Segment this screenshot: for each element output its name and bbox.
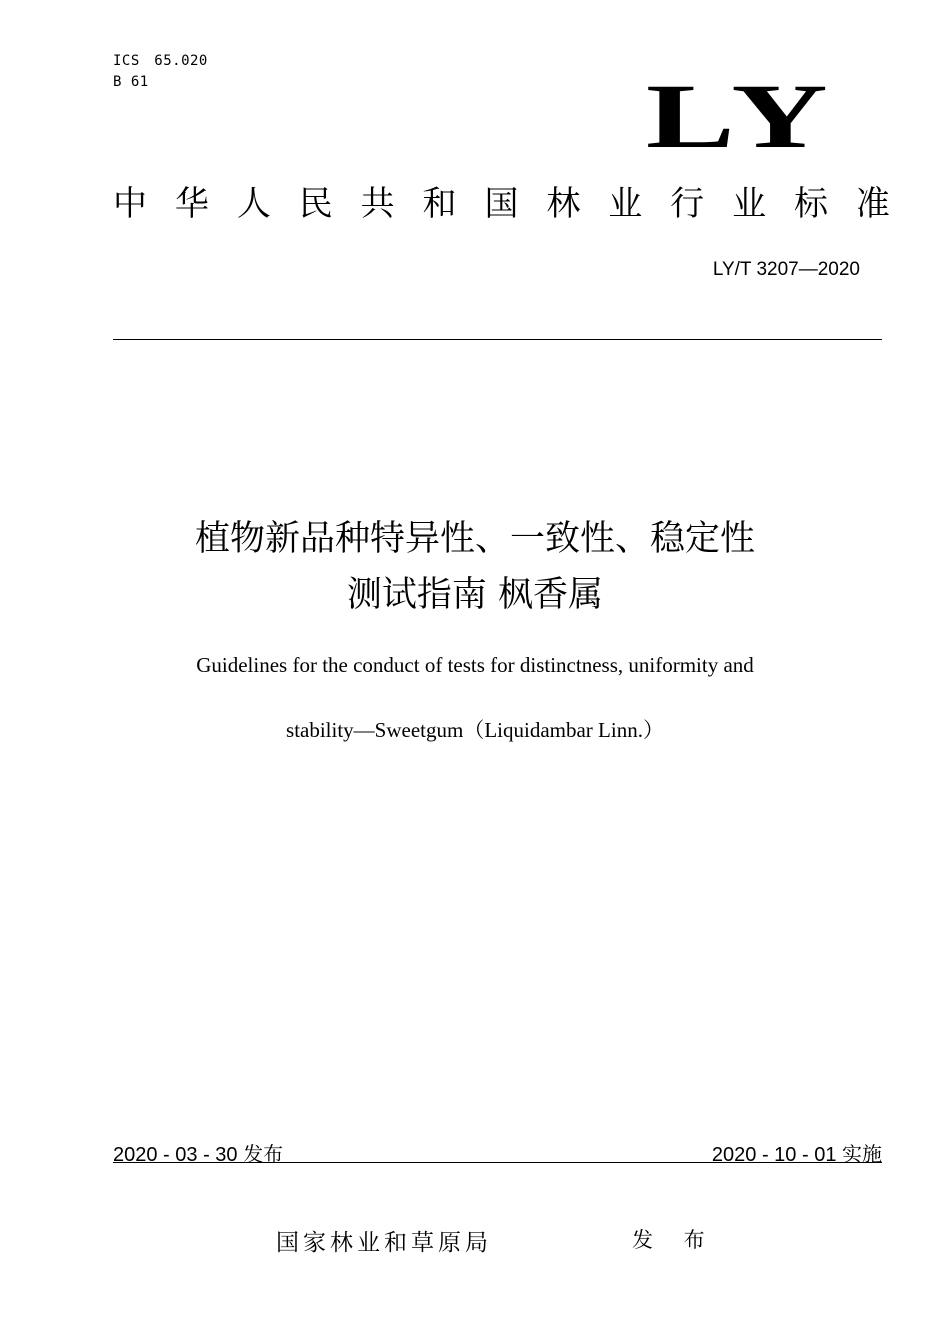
standard-name-char: 行 — [670, 184, 705, 224]
issue-date: 2020 - 03 - 30 发布 — [113, 1144, 284, 1166]
standard-name-char: 人 — [236, 184, 271, 224]
standard-name-char: 准 — [855, 184, 890, 224]
standard-name-char: 华 — [174, 184, 209, 224]
issue-label: 发 布 — [632, 1228, 717, 1252]
ccs-code: B 61 — [113, 74, 149, 90]
standard-name-char: 中 — [113, 184, 147, 224]
ly-logo: LY — [645, 65, 836, 167]
standard-name-char: 和 — [422, 184, 457, 224]
chinese-title-line-2: 测试指南 枫香属 — [346, 575, 604, 615]
issuing-authority: 国家林业和草原局 — [276, 1230, 492, 1256]
standard-name-char: 标 — [793, 184, 828, 224]
ics-code: ICS 65.020 — [113, 53, 208, 69]
english-title-line-2: stability—Sweetgum（Liquidambar Linn.） — [286, 718, 664, 742]
standard-name-char: 业 — [732, 184, 767, 224]
standard-name-char: 共 — [360, 184, 395, 224]
standard-name-char: 国 — [484, 184, 519, 224]
standard-number: LY/T 3207—2020 — [712, 259, 860, 280]
english-title-line-1: Guidelines for the conduct of tests for distinctness, uniformity and — [196, 653, 754, 677]
standard-name-char: 业 — [608, 184, 643, 224]
footer-divider — [113, 1162, 882, 1163]
header-divider — [113, 339, 882, 340]
standard-name-char: 林 — [546, 184, 581, 224]
standard-name-char: 民 — [298, 184, 333, 224]
implementation-date: 2020 - 10 - 01 实施 — [711, 1144, 882, 1166]
standard-category-name — [113, 186, 890, 223]
chinese-title-line-1: 植物新品种特异性、一致性、稳定性 — [194, 519, 755, 559]
